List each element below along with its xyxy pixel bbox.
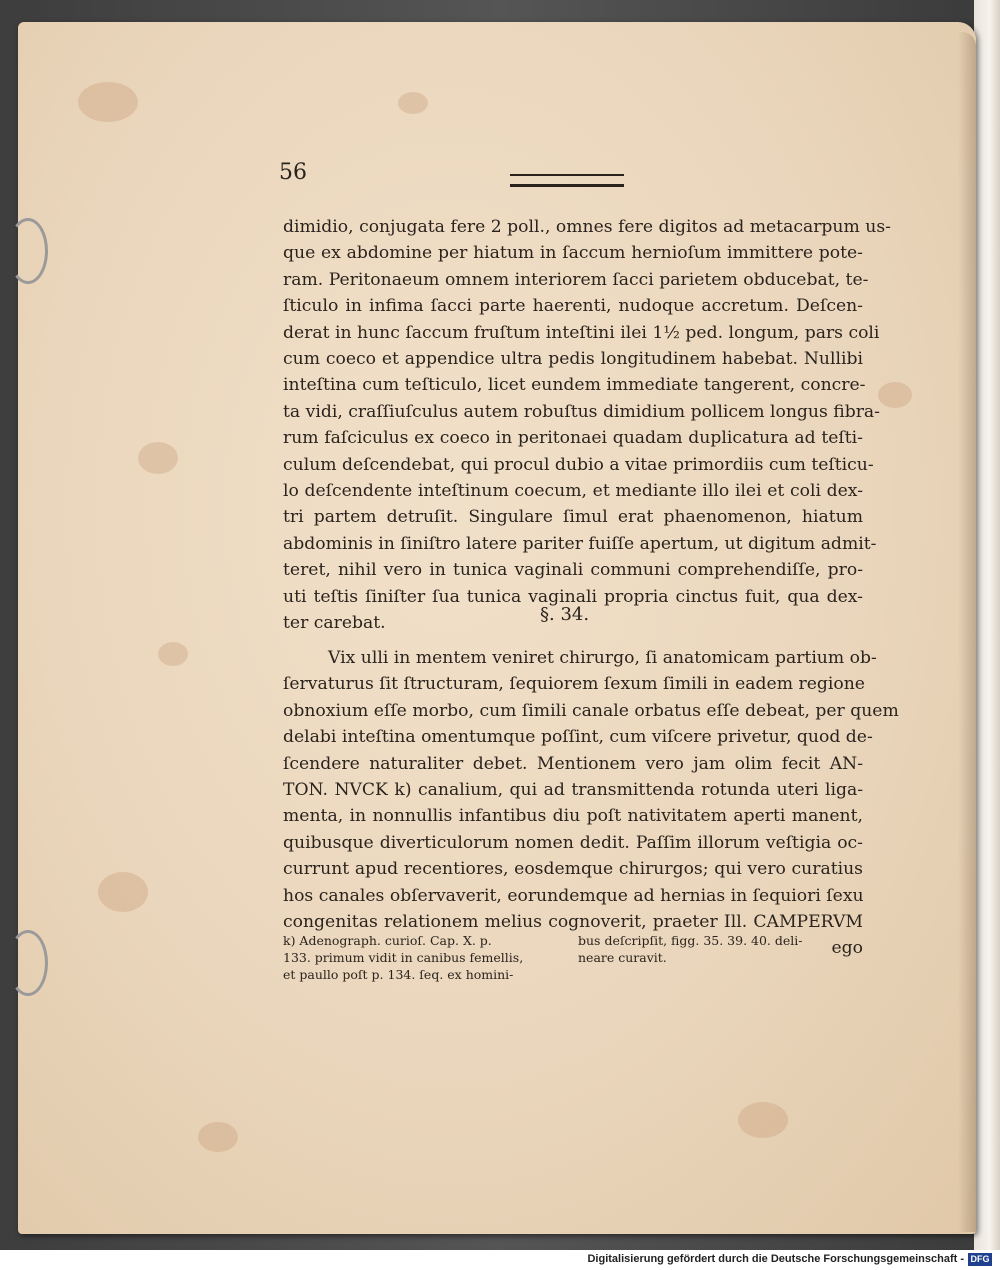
dfg-logo-icon: DFG [968, 1253, 992, 1266]
text-line: rum faſciculus ex coeco in peritonaei quadam duplicatura ad teſti- [283, 428, 863, 449]
footnote-line: 133. primum vidit in canibus femellis, [283, 950, 524, 965]
paragraph-2 [283, 645, 899, 962]
footnote-column-left [283, 932, 568, 983]
footnotes [283, 932, 863, 983]
text-line: Vix ulli in mentem veniret chirurgo, ſi anatomicam partium ob- [328, 648, 877, 668]
foxing-spot [198, 1122, 238, 1152]
text-line: inteſtina cum teſticulo, licet eundem immediate tangerent, concre- [283, 375, 866, 396]
text-line: currunt apud recentiores, eosdemque chirurgos; qui vero curatius [283, 859, 863, 880]
footnote-line: k) Adenograph. curioſ. Cap. X. p. [283, 933, 492, 948]
text-line: delabi inteſtina omentumque poſſint, cum viſcere privetur, quod de- [283, 727, 873, 748]
text-line: ta vidi, craſſiuſculus autem robuſtus dimidium pollicem longus fibra- [283, 401, 880, 422]
text-line: abdominis in ſiniſtro latere pariter fuiſſe apertum, ut digitum admit- [283, 533, 877, 554]
footnote-line: et paullo poſt p. 134. ſeq. ex homini- [283, 967, 514, 982]
text-line: teret, nihil vero in tunica vaginali communi comprehendiſſe, pro- [283, 560, 863, 581]
text-line: uti teſtis ſiniſter ſua tunica vaginali propria cinctus fuit, qua dex- [283, 586, 863, 607]
foxing-spot [878, 382, 912, 408]
footnote-column-right [578, 932, 863, 983]
text-line: tri partem detruſit. Singulare ſimul erat phaenomenon, hiatum [283, 507, 863, 528]
text-line: que ex abdomine per hiatum in ſaccum hernioſum immittere pote- [283, 243, 863, 264]
foxing-spot [138, 442, 178, 474]
paragraph-1 [283, 214, 891, 637]
text-line: congenitas relationem melius cognoverit, praeter Ill. CAMPERVM [283, 912, 863, 933]
text-line: obnoxium eſſe morbo, cum ſimili canale orbatus eſſe debeat, per quem [283, 700, 899, 721]
foxing-spot [78, 82, 138, 122]
next-page-edge [974, 0, 1000, 1250]
digitization-credit: Digitalisierung gefördert durch die Deutsche Forschungsgemeinschaft - [587, 1253, 964, 1265]
catchword: ego [831, 938, 863, 959]
text-line: lo deſcendente inteſtinum coecum, et mediante illo ilei et coli dex- [283, 481, 863, 502]
text-line: TON. NVCK k) canalium, qui ad transmittenda rotunda uteri liga- [283, 780, 863, 801]
text-line: ſcendere naturaliter debet. Mentionem vero jam olim fecit AN- [283, 753, 863, 774]
binding-ring [8, 218, 48, 284]
text-line: derat in hunc ſaccum fruſtum inteſtini ilei 1½ ped. longum, pars coli [283, 322, 880, 343]
page-curl-shadow [958, 32, 976, 1232]
header-rule [510, 174, 624, 187]
page-number: 56 [279, 160, 307, 185]
text-line: menta, in nonnullis infantibus diu poſt nativitatem aperti manent, [283, 806, 863, 827]
section-heading: §. 34. [540, 604, 590, 625]
text-line: hos canales obſervaverit, eorundemque ad hernias in ſequiori ſexu [283, 885, 864, 906]
text-line: dimidio, conjugata fere 2 poll., omnes fere digitos ad metacarpum us- [283, 217, 891, 237]
text-line: cum coeco et appendice ultra pedis longitudinem habebat. Nullibi [283, 349, 863, 370]
footnote-line: neare curavit. [578, 950, 667, 965]
footnote-line: bus deſcripſit, figg. 35. 39. 40. deli- [578, 933, 803, 948]
text-line: ſticulo in infima ſacci parte haerenti, nudoque accretum. Deſcen- [283, 296, 863, 317]
text-line: culum deſcendebat, qui procul dubio a vitae primordiis cum teſticu- [283, 454, 874, 475]
foxing-spot [398, 92, 428, 114]
foxing-spot [98, 872, 148, 912]
text-line: quibusque diverticulorum nomen dedit. Paſſim illorum veſtigia oc- [283, 832, 863, 853]
text-line: ſervaturus ſit ſtructuram, ſequiorem ſexum ſimili in eadem regione [283, 674, 865, 695]
binding-ring [8, 930, 48, 996]
foxing-spot [158, 642, 188, 666]
text-line: ram. Peritonaeum omnem interiorem ſacci parietem obducebat, te- [283, 269, 869, 290]
text-line: ter carebat. [283, 613, 386, 634]
foxing-spot [738, 1102, 788, 1138]
